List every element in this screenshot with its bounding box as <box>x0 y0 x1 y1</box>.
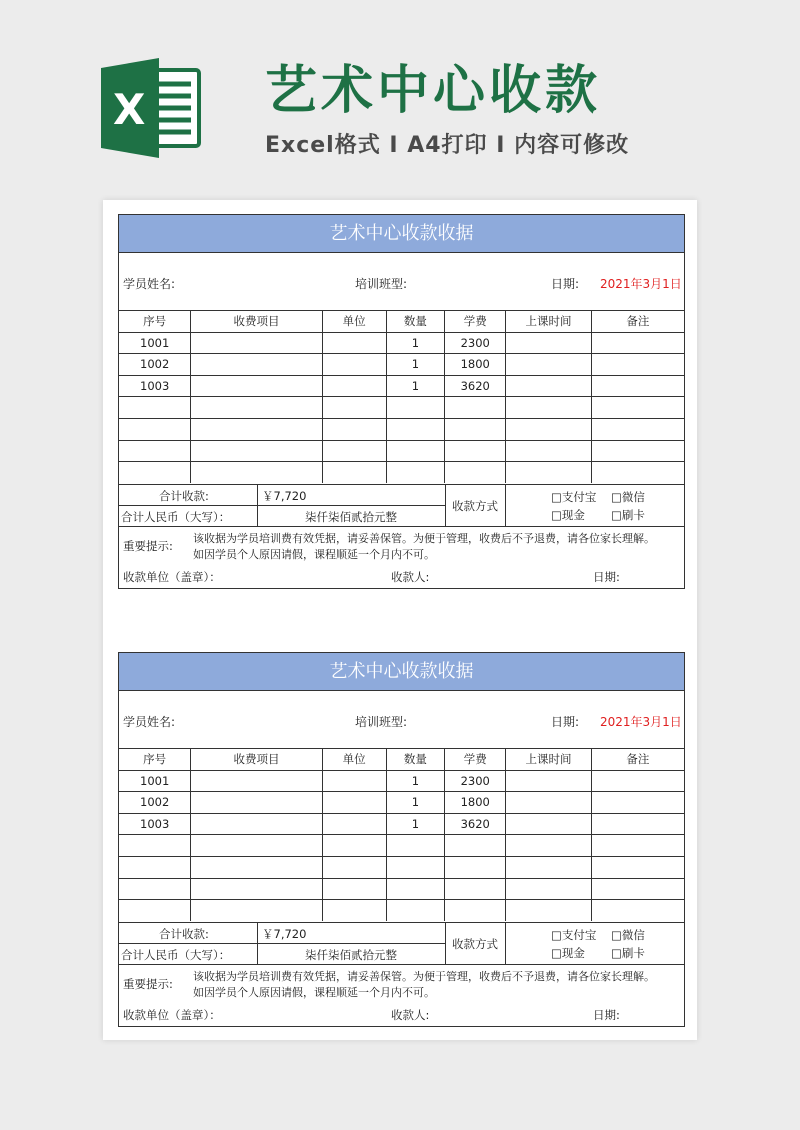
table-row <box>119 440 684 462</box>
column-header: 收费项目 <box>191 311 322 333</box>
divider <box>257 485 258 505</box>
table-cell[interactable] <box>322 375 386 397</box>
table-cell[interactable] <box>322 770 386 792</box>
table-cell[interactable] <box>506 878 592 900</box>
table-cell[interactable] <box>191 418 322 440</box>
table-cell[interactable] <box>445 878 506 900</box>
table-cell[interactable]: 1800 <box>445 792 506 814</box>
column-header: 数量 <box>386 749 445 771</box>
table-cell[interactable]: 1 <box>386 375 445 397</box>
divider <box>445 923 446 965</box>
table-cell[interactable] <box>191 813 322 835</box>
table-cell[interactable] <box>506 418 592 440</box>
table-cell[interactable] <box>119 835 191 857</box>
column-header: 单位 <box>322 311 386 333</box>
table-cell[interactable] <box>322 900 386 922</box>
column-header: 学费 <box>445 749 506 771</box>
table-cell[interactable] <box>119 397 191 419</box>
table-cell[interactable] <box>445 835 506 857</box>
payee-label: 收款人: <box>391 570 430 584</box>
rmb-label: 合计人民币（大写）： <box>121 948 231 962</box>
divider <box>257 505 258 527</box>
table-row <box>119 856 684 878</box>
table-cell[interactable] <box>591 397 684 419</box>
table-cell[interactable] <box>322 792 386 814</box>
table-cell[interactable] <box>322 418 386 440</box>
column-header: 上课时间 <box>506 311 592 333</box>
table-cell[interactable] <box>445 462 506 484</box>
table-cell[interactable] <box>322 354 386 376</box>
pay-option-card[interactable]: □刷卡 <box>611 508 645 522</box>
table-cell[interactable] <box>322 462 386 484</box>
table-cell[interactable] <box>119 856 191 878</box>
table-cell[interactable] <box>386 418 445 440</box>
table-cell[interactable]: 1 <box>386 792 445 814</box>
table-cell[interactable] <box>191 440 322 462</box>
rmb-value[interactable]: 柒仟柒佰贰拾元整 <box>305 510 397 524</box>
table-row <box>119 418 684 440</box>
table-cell[interactable] <box>191 900 322 922</box>
table-cell[interactable] <box>591 878 684 900</box>
column-header: 备注 <box>591 311 684 333</box>
column-header: 学费 <box>445 311 506 333</box>
table-cell[interactable] <box>506 440 592 462</box>
banner <box>0 0 800 200</box>
receipt-info-row <box>119 253 684 310</box>
notice-line-1: 该收据为学员培训费有效凭据，请妥善保管。为便于管理，收费后不予退费，请各位家长理解。 <box>193 532 655 545</box>
payee-unit-label: 收款单位（盖章）： <box>123 1008 221 1022</box>
table-cell[interactable] <box>591 792 684 814</box>
receipt-title: 艺术中心收款收据 <box>119 653 684 691</box>
rmb-value[interactable]: 柒仟柒佰贰拾元整 <box>305 948 397 962</box>
table-cell[interactable] <box>119 900 191 922</box>
table-cell[interactable] <box>445 397 506 419</box>
table-cell[interactable] <box>322 835 386 857</box>
footer-date-label: 日期: <box>593 570 620 584</box>
pay-option-card[interactable]: □刷卡 <box>611 946 645 960</box>
table-cell[interactable] <box>506 856 592 878</box>
pay-method-label: 收款方式 <box>452 937 498 951</box>
table-cell[interactable] <box>191 792 322 814</box>
date-value[interactable]: 2021年3月1日 <box>600 715 682 729</box>
column-header: 单位 <box>322 749 386 771</box>
table-cell[interactable] <box>191 856 322 878</box>
rmb-label: 合计人民币（大写）： <box>121 510 231 524</box>
table-cell[interactable] <box>506 354 592 376</box>
class-type-label: 培训班型: <box>355 277 408 291</box>
excel-logo-icon <box>97 58 207 158</box>
table-cell[interactable] <box>591 418 684 440</box>
table-cell[interactable]: 1800 <box>445 354 506 376</box>
pay-option-cash[interactable]: □现金 <box>551 946 585 960</box>
table-row <box>119 878 684 900</box>
column-header: 序号 <box>119 749 191 771</box>
table-cell[interactable] <box>506 332 592 354</box>
table-cell[interactable] <box>191 770 322 792</box>
table-cell[interactable] <box>322 813 386 835</box>
column-header: 序号 <box>119 311 191 333</box>
table-cell[interactable] <box>506 900 592 922</box>
table-cell[interactable] <box>191 462 322 484</box>
table-cell[interactable] <box>386 440 445 462</box>
table-cell[interactable] <box>445 900 506 922</box>
table-cell[interactable]: 1 <box>386 354 445 376</box>
table-row <box>119 835 684 857</box>
page-subtitle: Excel格式 I A4打印 I 内容可修改 <box>265 133 630 158</box>
table-cell[interactable] <box>506 397 592 419</box>
pay-method-label: 收款方式 <box>452 499 498 513</box>
table-cell[interactable] <box>591 332 684 354</box>
notice-block <box>119 526 684 590</box>
date-label: 日期: <box>551 277 580 291</box>
pay-option-cash[interactable]: □现金 <box>551 508 585 522</box>
table-cell[interactable] <box>386 856 445 878</box>
table-header-row <box>119 311 684 333</box>
table-cell[interactable] <box>506 462 592 484</box>
total-value[interactable]: ￥7,720 <box>262 927 307 941</box>
table-cell[interactable] <box>506 813 592 835</box>
table-cell[interactable] <box>591 440 684 462</box>
table-cell[interactable]: 3620 <box>445 375 506 397</box>
table-row <box>119 375 684 397</box>
table-cell[interactable] <box>591 900 684 922</box>
divider <box>119 943 445 944</box>
table-cell[interactable] <box>445 418 506 440</box>
table-row <box>119 462 684 484</box>
table-cell[interactable] <box>386 900 445 922</box>
table-cell[interactable]: 1002 <box>119 792 191 814</box>
table-cell[interactable] <box>445 440 506 462</box>
table-row <box>119 397 684 419</box>
receipt <box>118 652 685 1027</box>
table-cell[interactable] <box>191 332 322 354</box>
divider <box>257 923 258 943</box>
table-cell[interactable] <box>591 354 684 376</box>
payee-label: 收款人: <box>391 1008 430 1022</box>
table-cell[interactable] <box>119 440 191 462</box>
table-cell[interactable] <box>322 440 386 462</box>
student-name-label: 学员姓名: <box>123 277 176 291</box>
pay-option-alipay[interactable]: □支付宝 <box>551 928 597 942</box>
table-cell[interactable]: 1002 <box>119 354 191 376</box>
table-cell[interactable] <box>191 354 322 376</box>
table-row <box>119 354 684 376</box>
table-cell[interactable] <box>506 792 592 814</box>
table-cell[interactable] <box>191 375 322 397</box>
divider <box>505 485 506 527</box>
table-row <box>119 900 684 922</box>
table-cell[interactable] <box>386 878 445 900</box>
table-cell[interactable]: 2300 <box>445 332 506 354</box>
table-cell[interactable] <box>386 462 445 484</box>
table-cell[interactable] <box>191 835 322 857</box>
column-header: 备注 <box>591 749 684 771</box>
table-header-row <box>119 749 684 771</box>
pay-option-alipay[interactable]: □支付宝 <box>551 490 597 504</box>
table-cell[interactable] <box>591 462 684 484</box>
notice-block <box>119 964 684 1028</box>
receipt <box>118 214 685 589</box>
table-cell[interactable]: 3620 <box>445 813 506 835</box>
column-header: 收费项目 <box>191 749 322 771</box>
table-cell[interactable] <box>322 332 386 354</box>
items-table <box>119 748 684 921</box>
logo-letter: X <box>113 85 146 134</box>
table-row <box>119 770 684 792</box>
table-row <box>119 792 684 814</box>
divider <box>119 505 445 506</box>
pay-option-wechat[interactable]: □微信 <box>611 928 645 942</box>
date-value[interactable]: 2021年3月1日 <box>600 277 682 291</box>
table-cell[interactable]: 2300 <box>445 770 506 792</box>
table-cell[interactable] <box>386 397 445 419</box>
total-label: 合计收款: <box>159 489 209 503</box>
page-title: 艺术中心收款 <box>265 61 602 121</box>
receipt-title: 艺术中心收款收据 <box>119 215 684 253</box>
footer-date-label: 日期: <box>593 1008 620 1022</box>
divider <box>257 943 258 965</box>
table-cell[interactable] <box>506 770 592 792</box>
table-cell[interactable]: 1 <box>386 332 445 354</box>
table-cell[interactable] <box>119 878 191 900</box>
table-row <box>119 813 684 835</box>
receipt-info-row <box>119 691 684 748</box>
table-cell[interactable] <box>191 878 322 900</box>
table-cell[interactable]: 1001 <box>119 770 191 792</box>
table-cell[interactable] <box>506 375 592 397</box>
date-label: 日期: <box>551 715 580 729</box>
table-cell[interactable] <box>322 397 386 419</box>
table-cell[interactable] <box>119 418 191 440</box>
summary-block <box>119 484 684 526</box>
notice-label: 重要提示: <box>123 539 173 553</box>
table-cell[interactable]: 1003 <box>119 375 191 397</box>
table-cell[interactable] <box>386 835 445 857</box>
table-cell[interactable] <box>191 397 322 419</box>
notice-line-2: 如因学员个人原因请假，课程顺延一个月内不可。 <box>193 986 435 999</box>
payee-unit-label: 收款单位（盖章）： <box>123 570 221 584</box>
class-type-label: 培训班型: <box>355 715 408 729</box>
total-label: 合计收款: <box>159 927 209 941</box>
column-header: 数量 <box>386 311 445 333</box>
table-cell[interactable] <box>322 878 386 900</box>
table-cell[interactable] <box>322 856 386 878</box>
notice-label: 重要提示: <box>123 977 173 991</box>
table-cell[interactable] <box>119 462 191 484</box>
student-name-label: 学员姓名: <box>123 715 176 729</box>
notice-line-2: 如因学员个人原因请假，课程顺延一个月内不可。 <box>193 548 435 561</box>
table-cell[interactable]: 1001 <box>119 332 191 354</box>
table-cell[interactable]: 1 <box>386 770 445 792</box>
total-value[interactable]: ￥7,720 <box>262 489 307 503</box>
table-cell[interactable] <box>591 813 684 835</box>
divider <box>445 485 446 527</box>
column-header: 上课时间 <box>506 749 592 771</box>
table-cell[interactable] <box>591 835 684 857</box>
table-cell[interactable] <box>591 375 684 397</box>
table-cell[interactable] <box>506 835 592 857</box>
notice-line-1: 该收据为学员培训费有效凭据，请妥善保管。为便于管理，收费后不予退费，请各位家长理解。 <box>193 970 655 983</box>
pay-option-wechat[interactable]: □微信 <box>611 490 645 504</box>
table-cell[interactable]: 1003 <box>119 813 191 835</box>
divider <box>505 923 506 965</box>
table-cell[interactable] <box>591 856 684 878</box>
table-cell[interactable]: 1 <box>386 813 445 835</box>
table-cell[interactable] <box>445 856 506 878</box>
summary-block <box>119 922 684 964</box>
items-table <box>119 310 684 483</box>
table-cell[interactable] <box>591 770 684 792</box>
table-row <box>119 332 684 354</box>
